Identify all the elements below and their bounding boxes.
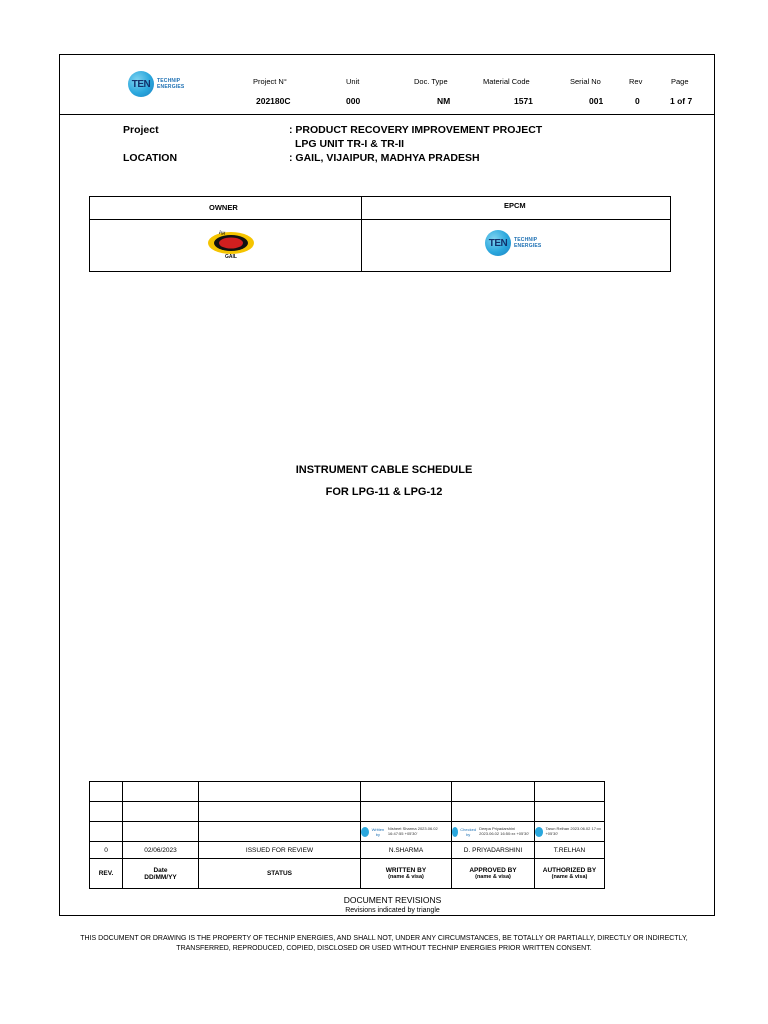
table-row [90,782,605,802]
label-doc-type: Doc. Type [414,77,448,86]
location-label: LOCATION [123,152,178,164]
value-unit: 000 [346,96,361,106]
signature-written: Written by Nisheet Sharma 2023.06.02 16:47:55 +05'30' [361,822,452,842]
signature-logo-icon [452,827,458,837]
date-cell: 02/06/2023 [123,842,199,859]
epcm-technip-logo: TEN TECHNIP ENERGIES [485,230,541,256]
label-serial-no: Serial No [570,77,601,86]
technip-energies-logo: TEN TECHNIP ENERGIES [128,71,184,97]
signature-logo-icon [361,827,369,837]
owner-epcm-divider [361,196,362,272]
header-divider [59,114,715,115]
status-cell: ISSUED FOR REVIEW [199,842,361,859]
header-written-by: WRITTEN BY (name & visa) [361,859,452,889]
signature-logo-icon [535,827,543,837]
revisions-sub-caption: Revisions indicated by triangle [345,907,440,914]
rev-cell: 0 [90,842,123,859]
signature-checked: Checked by Deepa Priyadarshini 2023.06.02 16:50:xx +05'30' [452,822,535,842]
epcm-label: EPCM [504,201,526,210]
label-rev: Rev [629,77,643,86]
header-authorized-by: AUTHORIZED BY (name & visa) [535,859,605,889]
gail-logo [206,229,256,259]
header-date: Date DD/MM/YY [123,859,199,889]
svg-text:गेल: गेल [219,231,226,237]
header-status: STATUS [199,859,361,889]
document-revisions-caption: DOCUMENT REVISIONS [343,895,442,905]
header-approved-by: APPROVED BY (name & visa) [452,859,535,889]
ten-logo-icon: TEN [128,71,154,97]
table-row [90,822,605,842]
location-value: : GAIL, VIJAIPUR, MADHYA PRADESH [289,152,480,164]
value-material-code: 1571 [514,96,533,106]
table-header-row [90,859,605,889]
project-name-line2: LPG UNIT TR-I & TR-II [295,138,405,150]
table-row [90,802,605,822]
revisions-table [89,781,605,889]
label-unit: Unit [346,77,360,86]
authorized-by-cell: T.RELHAN [535,842,605,859]
value-rev: 0 [635,96,640,106]
value-page: 1 of 7 [670,96,693,106]
value-serial-no: 001 [589,96,604,106]
signature-authorized: Tarun Relhan 2023.06.02 17:xx +05'30' [535,822,605,842]
header-rev: REV. [90,859,123,889]
ten-logo-icon-epcm: TEN [485,230,511,256]
label-material-code: Material Code [483,77,530,86]
document-title-line2: FOR LPG-11 & LPG-12 [325,486,443,498]
written-by-cell: N.SHARMA [361,842,452,859]
document-title-line1: INSTRUMENT CABLE SCHEDULE [295,464,473,476]
owner-epcm-table [89,196,671,272]
label-project-no: Project N° [253,77,287,86]
confidentiality-notice: THIS DOCUMENT OR DRAWING IS THE PROPERTY OF TECHNIP ENERGIES, AND SHALL NOT, UNDER ANY CIRCUMSTANCES, BE TOTALLY OR PARTIALLY, DIRECTLY OR INDIRECTLY, TRANSFERRED, REPRODUCED, COPIED, DISCLOSED OR USED WITHOUT TECHNIP ENERGIES PRIOR WRITTEN CONSENT. [80,935,688,952]
label-page: Page [671,77,689,86]
value-project-no: 202180C [256,96,291,106]
value-doc-type: NM [437,96,451,106]
approved-by-cell: D. PRIYADARSHINI [452,842,535,859]
project-name-line1: : PRODUCT RECOVERY IMPROVEMENT PROJECT [289,124,543,136]
project-label: Project [123,124,159,136]
owner-epcm-header-line [89,219,671,220]
svg-text:GAIL: GAIL [225,254,237,259]
table-row [90,842,605,859]
owner-label: OWNER [209,203,238,212]
